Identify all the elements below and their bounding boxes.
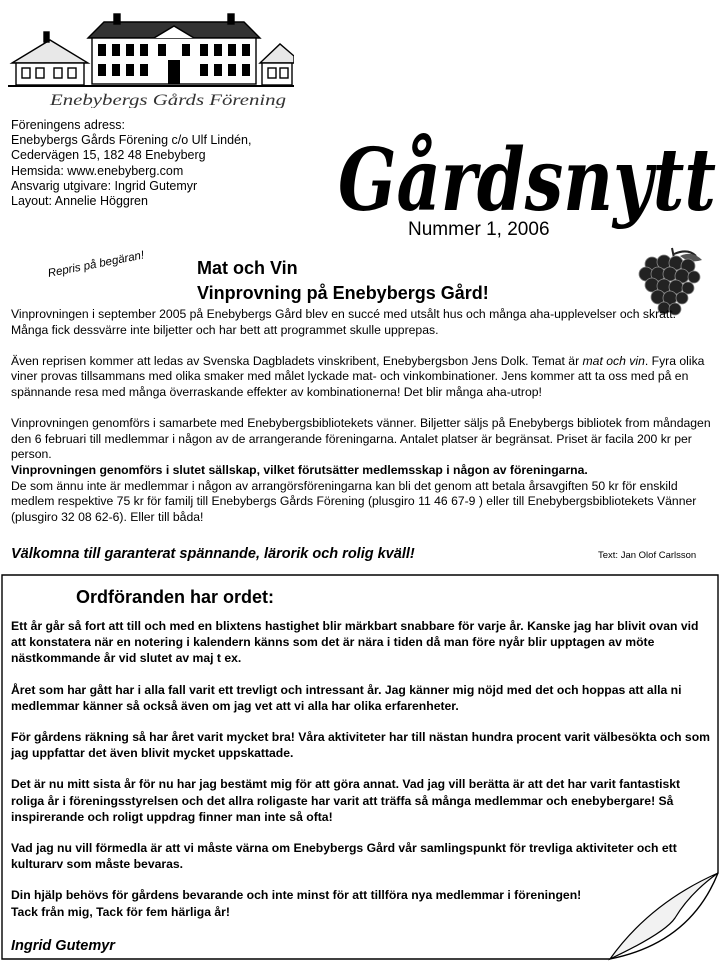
chair-paragraph: Ett år går så fort att till och med en blixtens hastighet blir märkbart snabbare för varje år. Kanske jag har blivit ovan vid att konstatera när en notering i kalendern känns som det är nära i tiden då man före nyår blir upptagen av möte nästkommande år vid slutet av maj t ex. [11, 619, 699, 666]
text-credit: Text: Jan Olof Carlsson [598, 550, 697, 561]
address-line: Föreningens adress: [11, 118, 125, 132]
website-line: Hemsida: www.enebyberg.com [11, 163, 184, 178]
article-text: Även reprisen kommer att ledas av Svenska Dagbladets vinskribent, Enebybergsbon Jens Dolk. Temat är [11, 353, 583, 368]
chair-closing [11, 887, 711, 919]
issue-number: Nummer 1, 2006 [408, 219, 550, 240]
chair-paragraph: Det är nu mitt sista år för nu har jag bestämt mig för att göra annat. Vad jag vill berätta är att det har varit fantastiskt roliga år i föreningsstyrelsen och det allra roligaste har varit att träffa så många medlemmar och enebybergare! Så inspirerande och roligt uppdrag finner man inte så ofta! [11, 777, 681, 824]
chair-title: Ordföranden har ordet: [76, 587, 275, 607]
membership-note: Vinprovningen genomförs i slutet sällskap, vilket förutsätter medlemsskap i någon av föreningarna. [11, 462, 588, 477]
welcome-line: Välkomna till garanterat spännande, lärorik och rolig kväll! [11, 546, 415, 562]
chair-body [11, 618, 711, 920]
article-text: . Fyra olika viner provas tillsammans med olika smaker med målet lyckade mat- och vinkombinationer. Jens kommer att ta oss med på en spännande resa med många överraskande effekter av kombinationerna! Det blir många aha-utrop! [11, 353, 705, 399]
society-logo [4, 8, 294, 108]
chair-paragraph: Vad jag nu vill förmedla är att vi måste värna om Enebybergs Gård vår samlingspunkt för trevliga aktiviteter och ett kulturarv som måste bevaras. [11, 841, 677, 872]
masthead-title: Gårdsnytt [338, 130, 716, 231]
article-emphasis: mat och vin [582, 353, 645, 368]
chair-closing-line2: Tack från mig, Tack för fem härliga år! [11, 904, 230, 919]
signature: Ingrid Gutemyr [11, 938, 115, 954]
article-paragraph: Vinprovningen i september 2005 på Enebybergs Gård blev en succé med utsålt hus och många aha-upplevelser och skratt. Många fick dessvärre inte biljetter och har bett att programmet skulle upprepas. [11, 307, 677, 337]
article-paragraph: De som ännu inte är medlemmar i någon av arrangörsföreningarna kan bli det genom att betala årsavgiften 50 kr för enskild medlem respektive 75 kr för familj till Enebybergs Gårds Förening (plusgiro 11 46 67-9 ) eller till Enebybergsbibliotekets Vänner (plusgiro 32 08 62-6). Eller till båda! [11, 478, 697, 524]
layout-line: Layout: Annelie Höggren [11, 194, 148, 209]
article-body [11, 307, 711, 525]
chair-paragraph: För gårdens räkning så har året varit mycket bra! Våra aktiviteter har till nästan hundra procent varit välbesökta och som jag uppfattar det även blivit mycket uppskattade. [11, 730, 710, 761]
repris-tag: Repris på begäran! [46, 249, 146, 280]
article-heading-line2: Vinprovning på Enebybergs Gård! [197, 283, 489, 303]
article-paragraph: Vinprovningen genomförs i samarbete med Enebybergsbibliotekets vänner. Biljetter säljs på Enebybergs bibliotek from måndagen den 6 februari till medlemmar i någon av de arrangerande föreningarna. Antalet platser är begränsat. Priset är facila 200 kr per person. [11, 416, 711, 462]
chair-paragraph: Året som har gått har i alla fall varit ett trevligt och intressant år. Jag känner mig nöjd med det och hoppas att alla ni medlemmar känner så också även om jag vet att vi alla har olika erfarenheter. [11, 682, 682, 713]
article-heading-line1: Mat och Vin [197, 258, 298, 278]
address-line: Enebybergs Gårds Förening c/o Ulf Lindén, [11, 133, 252, 148]
chair-closing-line1: Din hjälp behövs för gårdens bevarande och inte minst för att tillföra nya medlemmar i föreningen! [11, 888, 582, 903]
address-line: Cedervägen 15, 182 48 Enebyberg [11, 148, 206, 163]
address-block [11, 118, 311, 209]
article-heading [197, 256, 489, 306]
logo-text: Enebybergs Gårds Förening [48, 92, 286, 108]
publisher-line: Ansvarig utgivare: Ingrid Gutemyr [11, 178, 198, 193]
article-paragraph [11, 354, 711, 401]
